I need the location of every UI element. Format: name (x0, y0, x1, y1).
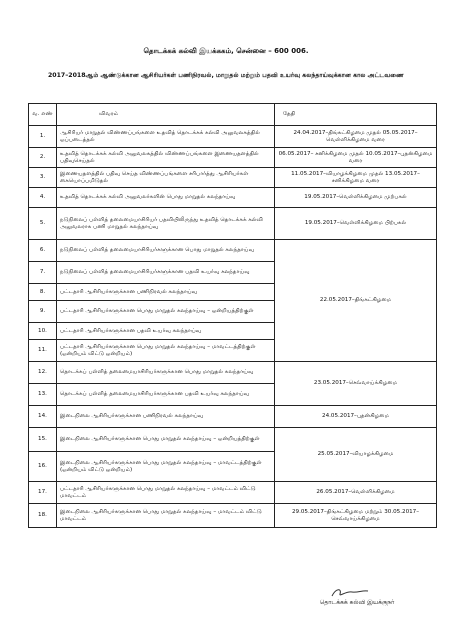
row-serial-no: 12. (29, 362, 57, 384)
row-details: இடைநிலை ஆசிரியர்களுக்கான பணிநிரவல் கலந்தாய்வு (57, 406, 275, 428)
table-row (29, 126, 437, 148)
row-serial-no: 4. (29, 188, 57, 208)
table-header-row (29, 104, 437, 126)
row-details: பட்டதாரி ஆசிரியர்களுக்கான பொது மாறுதல் கலந்தாய்வு – ஒன்றியத்திற்குள் (57, 301, 275, 323)
row-details: தொடக்கப் பள்ளித் தலைமையாசிரியர்களுக்கான பொது மாறுதல் கலந்தாய்வு (57, 362, 275, 384)
row-date: 11.05.2017–வியாழக்கிழமை முதல் 13.05.2017–சனிக்கிழமை வரை (275, 168, 437, 188)
merged-date-cell: 22.05.2017–திங்கட்கிழமை (275, 240, 437, 362)
header-details: விவரம் (57, 104, 275, 126)
row-date: 06.05.2017– சனிக்கிழமை முதல் 10.05.2017–புதன்கிழமை வரை (275, 148, 437, 168)
row-details: இடைநிலை ஆசிரியர்களுக்கான பொது மாறுதல் கலந்தாய்வு – ஒன்றியத்திற்குள் (57, 428, 275, 452)
row-serial-no: 16. (29, 452, 57, 482)
row-details: பட்டதாரி ஆசிரியர்களுக்கான பொது மாறுதல் கலந்தாய்வு – மாவட்டத்திற்குள் (ஒன்றியம் விட்டு ஒன்றியம்) (57, 340, 275, 362)
table-row (29, 504, 437, 528)
office-address: தொடக்கக் கல்வி இயக்ககம், சென்னை – 600 006. (143, 47, 309, 55)
table-row (29, 240, 437, 262)
row-serial-no: 8. (29, 284, 57, 301)
table-row (29, 168, 437, 188)
table-row (29, 362, 437, 384)
row-date: 26.05.2017–வெள்ளிக்கிழமை (275, 482, 437, 504)
row-details: இடைநிலை ஆசிரியர்களுக்கான பொது மாறுதல் கலந்தாய்வு – மாவட்டம் விட்டு மாவட்டம் (57, 504, 275, 528)
row-date: 19.05.2017–வெள்ளிக்கிழமை பிற்பகல் (275, 208, 437, 240)
row-serial-no: 1. (29, 126, 57, 148)
row-serial-no: 13. (29, 384, 57, 406)
table-row (29, 188, 437, 208)
row-date: 24.04.2017–திங்கட்கிழமை முதல் 05.05.2017– வெள்ளிக்கிழமை வரை (275, 126, 437, 148)
row-serial-no: 11. (29, 340, 57, 362)
row-serial-no: 15. (29, 428, 57, 452)
row-serial-no: 9. (29, 301, 57, 323)
row-date: 24.05.2017–புதன்கிழமை (275, 406, 437, 428)
row-details: நடுநிலைப் பள்ளித் தலைமையாசிரியர்களுக்கான பதவி உயர்வு கலந்தாய்வு (57, 262, 275, 284)
row-details: உதவித் தொடக்கக் கல்வி அலுவலர்களின் பொது மாறுதல் கலந்தாய்வு (57, 188, 275, 208)
signatory-designation: தொடக்கக் கல்வி இயக்குநர் (319, 599, 395, 606)
schedule-table (28, 103, 437, 528)
table-row (29, 406, 437, 428)
row-serial-no: 17. (29, 482, 57, 504)
document-title: 2017–2018ஆம் ஆண்டுக்கான ஆசிரியர்கள் பணிநிரவல், மாறுதல் மற்றும் பதவி உயர்வு கலந்தாய்வுக்கான கால அட்டவணை (47, 72, 405, 79)
row-serial-no: 3. (29, 168, 57, 188)
row-serial-no: 14. (29, 406, 57, 428)
table-row (29, 428, 437, 452)
table-row (29, 148, 437, 168)
row-details: நடுநிலைப் பள்ளித் தலைமையாசிரியர் பதவியிலிருந்து உதவித் தொடக்கக் கல்வி அலுவலராக பணி மாறுதல் கலந்தாய்வு (57, 208, 275, 240)
row-details: பட்டதாரி ஆசிரியர்களுக்கான பதவி உயர்வு கலந்தாய்வு (57, 323, 275, 340)
row-date: 29.05.2017–திங்கட்கிழமை மற்றும் 30.05.2017–செவ்வாய்க்கிழமை (275, 504, 437, 528)
row-details: இணையதளத்தில் பதிவு செய்த விண்ணப்பங்களை சரிபார்த்து ஆசிரியர்கள் கையொப்பமிடுதல் (57, 168, 275, 188)
row-details: உதவித் தொடக்கக் கல்வி அலுவலகத்தில் விண்ணப்பங்களை இணையதளத்தில் பதிவுசெய்தல் (57, 148, 275, 168)
row-details: பட்டதாரி ஆசிரியர்களுக்கான பொது மாறுதல் கலந்தாய்வு – மாவட்டம் விட்டு மாவட்டம் (57, 482, 275, 504)
row-serial-no: 18. (29, 504, 57, 528)
row-date: 19.05.2017–வெள்ளிக்கிழமை முற்பகல் (275, 188, 437, 208)
row-serial-no: 10. (29, 323, 57, 340)
table-row (29, 208, 437, 240)
table-row (29, 482, 437, 504)
row-serial-no: 7. (29, 262, 57, 284)
header-serial-no: வ. எண் (29, 104, 57, 126)
header-date: தேதி (275, 104, 437, 126)
row-serial-no: 2. (29, 148, 57, 168)
merged-date-cell: 23.05.2017–செவ்வாய்க்கிழமை (275, 362, 437, 406)
row-serial-no: 5. (29, 208, 57, 240)
row-details: பட்டதாரி ஆசிரியர்களுக்கான பணிநிரவல் கலந்தாய்வு (57, 284, 275, 301)
row-details: நடுநிலைப் பள்ளித் தலைமையாசிரியர்களுக்கான பொது மாறுதல் கலந்தாய்வு (57, 240, 275, 262)
handwritten-signature (302, 584, 402, 600)
row-serial-no: 6. (29, 240, 57, 262)
row-details: இடைநிலை ஆசிரியர்களுக்கான பொது மாறுதல் கலந்தாய்வு – மாவட்டத்திற்குள் (ஒன்றியம் விட்டு ஒன்றியம்) (57, 452, 275, 482)
row-details: ஆசிரியர் மாறுதல் விண்ணப்பங்களை உதவித் தொடக்கக் கல்வி அலுவலகத்தில் ஒப்படைத்தல் (57, 126, 275, 148)
row-details: தொடக்கப் பள்ளித் தலைமையாசிரியர்களுக்கான பதவி உயர்வு கலந்தாய்வு (57, 384, 275, 406)
merged-date-cell: 25.05.2017–வியாழக்கிழமை (275, 428, 437, 482)
